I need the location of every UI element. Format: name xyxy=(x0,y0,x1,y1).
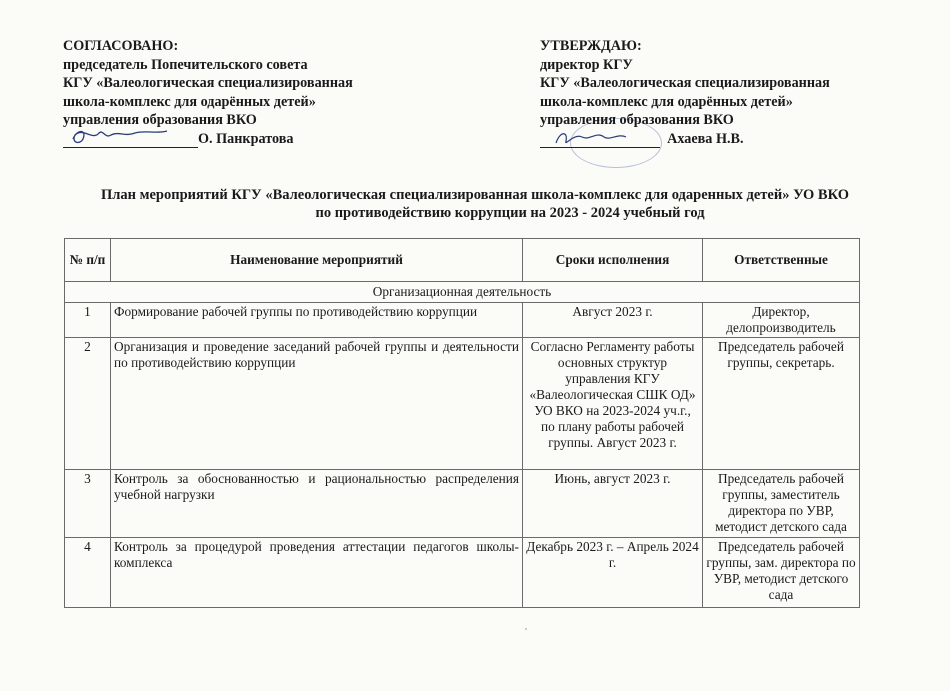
header-num: № п/п xyxy=(65,239,111,282)
approval-line: председатель Попечительского совета xyxy=(63,56,308,73)
section-title: Организационная деятельность xyxy=(65,282,860,303)
approval-heading: УТВЕРЖДАЮ: xyxy=(540,38,642,54)
approval-line: директор КГУ xyxy=(540,56,633,73)
signer-name: Ахаева Н.В. xyxy=(667,130,744,147)
approval-line: управления образования ВКО xyxy=(63,112,257,128)
header-name: Наименование мероприятий xyxy=(111,239,523,282)
cell-resp: Председатель рабочей группы, заместитель директора по УВР, методист детского сада xyxy=(703,470,860,538)
approval-line: школа-комплекс для одарённых детей» xyxy=(63,93,316,110)
approval-block-left xyxy=(63,37,483,148)
cell-num: 1 xyxy=(65,303,111,338)
table-row xyxy=(65,338,860,470)
approval-line: школа-комплекс для одарённых детей» xyxy=(540,93,793,110)
table-row xyxy=(65,303,860,338)
cell-name: Организация и проведение заседаний рабочей группы и деятельности по противодействию коррупции xyxy=(111,338,523,470)
title-line-2: по противодействию коррупции на 2023 - 2024 учебный год xyxy=(315,205,705,221)
cell-num: 3 xyxy=(65,470,111,538)
cell-resp: Председатель рабочей группы, секретарь. xyxy=(703,338,860,470)
title-line-1: План мероприятий КГУ «Валеологическая специализированная школа-комплекс для одаренных детей» УО ВКО xyxy=(100,187,850,203)
signature-row xyxy=(63,130,483,149)
header-resp: Ответственные xyxy=(703,239,860,282)
cell-term: Согласно Регламенту работы основных структур управления КГУ «Валеологическая СШК ОД» УО ВКО на 2023-2024 уч.г., по плану работы рабочей группы. Август 2023 г. xyxy=(523,338,703,470)
cell-name: Формирование рабочей группы по противодействию коррупции xyxy=(111,303,523,338)
cell-resp: Председатель рабочей группы, зам. директора по УВР, методист детского сада xyxy=(703,538,860,608)
cell-resp: Директор, делопроизводитель xyxy=(703,303,860,338)
approval-line: КГУ «Валеологическая специализированная xyxy=(63,75,353,91)
cell-name: Контроль за обоснованностью и рациональностью распределения учебной нагрузки xyxy=(111,470,523,538)
approval-line: КГУ «Валеологическая специализированная xyxy=(540,75,830,91)
signature-row xyxy=(540,130,900,149)
approval-heading: СОГЛАСОВАНО: xyxy=(63,38,179,54)
approval-line: управления образования ВКО xyxy=(540,112,734,128)
plan-table xyxy=(64,238,860,608)
table-header-row xyxy=(65,239,860,282)
header-term: Сроки исполнения xyxy=(523,239,703,282)
signature-line xyxy=(540,132,660,148)
document-title xyxy=(50,186,900,222)
scan-speck xyxy=(525,628,527,630)
approval-block-right xyxy=(540,37,900,148)
section-row xyxy=(65,282,860,303)
cell-num: 4 xyxy=(65,538,111,608)
plan-table-wrapper xyxy=(64,238,860,608)
cell-name: Контроль за процедурой проведения аттестации педагогов школы-комплекса xyxy=(111,538,523,608)
signer-name: О. Панкратова xyxy=(198,130,294,147)
signature-mark xyxy=(63,125,173,151)
cell-num: 2 xyxy=(65,338,111,470)
signature-line xyxy=(63,132,198,148)
cell-term: Август 2023 г. xyxy=(523,303,703,338)
cell-term: Декабрь 2023 г. – Апрель 2024 г. xyxy=(523,538,703,608)
table-row xyxy=(65,538,860,608)
table-row xyxy=(65,470,860,538)
cell-term: Июнь, август 2023 г. xyxy=(523,470,703,538)
signature-mark xyxy=(540,125,650,151)
